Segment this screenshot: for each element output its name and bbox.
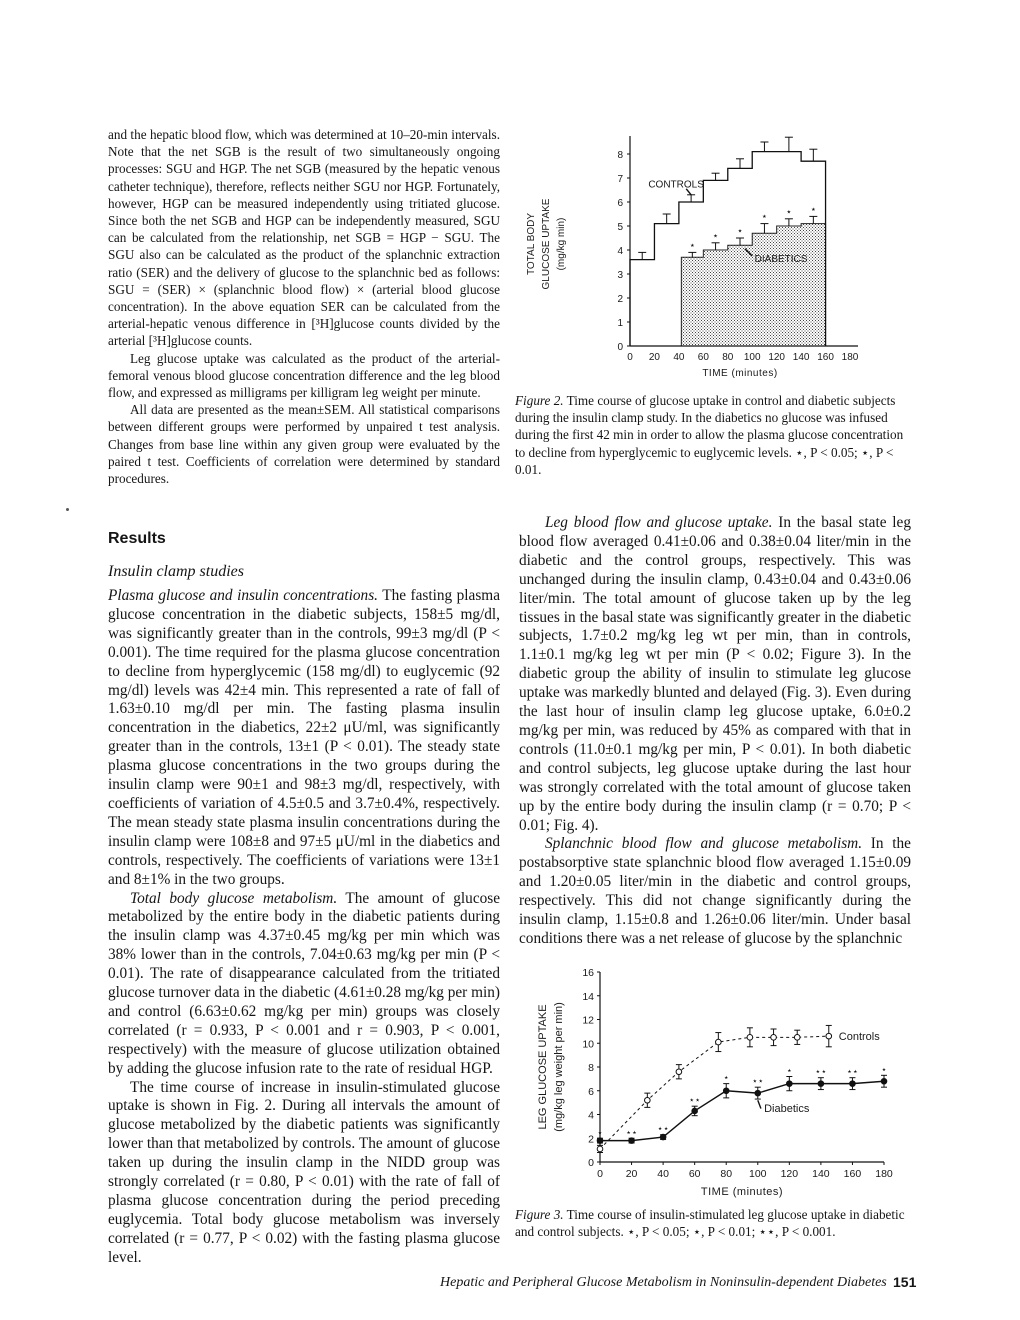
y-tick-label: 10 [582,1038,594,1051]
total-body-text: The amount of glucose metabolized by the entire body in the diabetic patients during the insulin clamp was 4.37±0.45 mg/kg per min which was 38% lower than in the controls, 7.04±0.63 mg/kg per min (P < 0.01). The rate of disappearance calculated from the tritiated glucose turnover data in the diabetic (4.61±0.28 mg/kg per min) and control (6.63±0.62 mg/kg per min) groups was closely correlated (r = 0.933, P < 0.001 and r = 0.903, P < 0.001, respectively) with the measure of glucose utilization obtained by adding the glucose infusion rate to the rate of residual HGP. [108,889,500,1077]
splanchnic-paragraph [519,835,911,948]
significance-star: ⋆ [761,211,768,223]
controls-point [747,1035,753,1041]
y-tick-label: 6 [588,1085,594,1098]
y-tick-label: 8 [588,1062,594,1074]
time-course-paragraph: The time course of increase in insulin-stimulated glucose uptake is shown in Fig. 2. During all intervals the amount of glucose metabolized by the diabetic patients was significantly lower than that metabolized by controls. The amount of glucose taken up during the insulin clamp in the NIDD group was strongly correlated (r = 0.80, P < 0.01) with the rate of fall of plasma glucose concentration during the period preceding euglycemia. Total body glucose metabolism was inversely correlated (r = 0.77, P < 0.02) with the fasting plasma glucose level. [108,1078,500,1266]
figure-2-caption-text: Time course of glucose uptake in control and diabetic subjects during the insulin clamp study. In the diabetics no glucose was infused during the first 42 min in order to allow the plasma glucose concentration to decline from hyperglycemic to euglycemic levels. ⋆, P < 0.05; ⋆, P < 0.01. [515,393,904,477]
results-right-column [519,514,911,949]
plasma-heading: Plasma glucose and insulin concentrations. [108,587,378,604]
margin-dot [66,508,69,511]
methods-paragraph: and the hepatic blood flow, which was determined at 10–20-min intervals. Note that the net SGB is the result of two simultaneously ongoing processes: SGU and HGP. The net SGB (measured by the hepatic venous catheter technique), therefore, reflects neither SGU nor HGP. Fortunately, however, HGP can be measured independently using tritiated glucose. Since both the net SGB and HGP can be independently measured, SGU can be calculated from the relationship, net SGB = HGP − SGU. The SGU also can be calculated as the product of the splanchnic extraction ratio (SER) and the delivery of glucose to the splanchnic bed as follows: SGU = (SER) × (splanchnic blood flow) × (arterial blood glucose concentration). In the above equation SER can be calculated from the arterial-hepatic venous difference in [³H]glucose counts divided by the arterial [³H]glucose counts. [108,127,500,349]
y-tick-label: 1 [617,318,623,329]
significance-star: ⋆ [597,1127,603,1139]
y-tick-label: 14 [582,990,594,1003]
plasma-paragraph [108,587,500,890]
diabetics-point [818,1081,824,1087]
significance-star: ⋆ [786,1065,793,1077]
diabetics-point [597,1138,603,1144]
results-heading: Results [108,530,166,547]
results-left-column [108,587,500,1268]
y-axis-label: (mg/kg min) [556,217,567,271]
y-tick-label: 0 [617,342,623,353]
controls-point [771,1035,777,1041]
diabetics-point [850,1081,856,1087]
x-tick-label: 180 [841,352,859,363]
significance-star: ⋆⋆ [846,1066,859,1078]
x-tick-label: 180 [875,1168,893,1180]
figure-3-caption-text: Time course of insulin-stimulated leg glucose uptake in diabetic and control subjects. ⋆, P < 0.05; ⋆, P < 0.01; ⋆⋆, P < 0.001. [515,1207,905,1240]
y-tick-label: 16 [582,967,594,979]
x-tick-label: 120 [768,352,786,363]
x-axis-label: TIME (minutes) [700,1186,784,1198]
significance-star: ⋆⋆ [751,1076,764,1088]
methods-paragraph: Leg glucose uptake was calculated as the product of the arterial-femoral venous blood glucose concentration difference and the leg blood flow, and expressed as milligrams per killigram leg weight per minute. [108,350,500,401]
diabetics-label: Diabetics [764,1103,810,1116]
controls-label: CONTROLS [648,179,704,191]
significance-star: ⋆ [785,206,793,218]
y-axis-label: (mg/kg leg weight per min) [553,1002,565,1132]
y-tick-label: 2 [588,1133,594,1146]
total-body-paragraph [108,890,500,1079]
diabetics-point [660,1134,666,1140]
y-tick-label: 8 [617,150,623,161]
controls-point [794,1035,800,1041]
x-tick-label: 140 [812,1168,830,1180]
figure-3-chart [512,960,912,1206]
diabetics-point [629,1138,635,1144]
figure-3-svg [512,960,912,1206]
x-tick-label: 160 [817,352,834,363]
methods-paragraph: All data are presented as the mean±SEM. All statistical comparisons between different groups were performed by unpaired t test analysis. Changes from base line within any given group were evaluated by the paired t test. Coefficients of correlation were determined by standard procedures. [108,402,500,487]
splanchnic-text: In the postabsorptive state splanchnic blood flow averaged 1.15±0.09 and 1.20±0.05 liter/min in the diabetic and control groups, respectively. This did not change significantly during the insulin clamp, 1.15±0.8 and 1.26±0.06 liter/min. Under basal conditions there was a net release of glucose by the splanchnic [519,835,911,947]
splanchnic-heading: Splanchnic blood flow and glucose metabolism. [545,835,863,853]
controls-point [597,1146,603,1152]
insulin-clamp-heading: Insulin clamp studies [108,563,244,580]
figure-3-caption [515,1206,915,1240]
x-tick-label: 140 [792,352,810,363]
figure-2-caption [515,392,915,478]
x-tick-label: 160 [843,1168,862,1180]
significance-star: ⋆⋆ [657,1123,670,1135]
significance-star: ⋆ [810,204,817,216]
diabetics-point [755,1090,761,1096]
controls-label: Controls [838,1031,880,1044]
y-tick-label: 4 [588,1109,594,1122]
x-tick-label: 20 [625,1168,638,1180]
significance-star: ⋆ [723,1072,730,1084]
x-tick-label: 60 [697,352,709,363]
methods-continuation [108,126,500,487]
diabetics-label-pointer [758,1100,761,1108]
y-tick-label: 2 [617,294,623,305]
x-tick-label: 80 [720,1168,733,1180]
y-tick-label: 12 [582,1014,594,1027]
x-tick-label: 80 [722,352,734,363]
controls-point [645,1097,651,1103]
plasma-text: The fasting plasma glucose concentration in the diabetic subjects, 158±5 mg/dl, was significantly greater than in the controls, 99±3 mg/dl (P < 0.001). The time required for the plasma glucose concentration to decline from hyperglycemic (158 mg/dl) to euglycemic (92 mg/dl) levels was 42±4 min. This represented a rate of fall of 1.63±0.10 mg/dl per min. The fasting plasma insulin concentration in the diabetics, 22±2 μU/ml, was significantly greater than in the controls, 13±1 (P < 0.01). The steady state plasma glucose concentrations in the two groups during the insulin clamp were 90±1 and 98±3 mg/dl, respectively, with coefficients of variation of 4.5±0.5 and 3.7±0.4%, respectively. The mean steady state plasma insulin concentrations during the insulin clamp were 108±8 and 97±5 μU/ml in the diabetics and controls, respectively. The coefficients of variations were 13±1 and 8±1% in the two groups. [108,587,500,888]
x-tick-label: 100 [743,352,761,363]
y-tick-label: 0 [588,1157,594,1169]
figure-2-chart [512,122,912,390]
running-footer: Hepatic and Peripheral Glucose Metabolism in Noninsulin-dependent Diabetes [440,1275,887,1290]
significance-star: ⋆ [689,240,696,252]
y-axis-label: GLUCOSE UPTAKE [541,198,552,290]
diabetics-line [600,1081,884,1140]
x-tick-label: 0 [597,1168,603,1180]
diabetics-point [723,1088,729,1094]
x-tick-label: 120 [780,1168,799,1180]
page-number: 151 [893,1274,917,1290]
diabetics-point [881,1078,887,1084]
diabetics-step-area [681,224,825,346]
controls-point [676,1069,682,1075]
diabetics-label: DIABETICS [754,254,808,265]
diabetics-point [692,1108,698,1114]
y-tick-label: 5 [617,222,623,233]
x-tick-label: 40 [657,1168,669,1180]
significance-star: ⋆ [881,1064,887,1076]
leg-heading: Leg blood flow and glucose uptake. [545,514,773,531]
significance-star: ⋆⋆ [625,1127,638,1139]
figure-2-svg [512,122,912,390]
x-tick-label: 40 [673,352,685,363]
leg-paragraph [519,514,911,835]
x-axis-label: TIME (minutes) [702,368,778,379]
significance-star: ⋆⋆ [688,1095,701,1107]
y-tick-label: 7 [617,174,623,185]
y-tick-label: 3 [617,270,623,281]
total-body-heading: Total body glucose metabolism. [130,889,338,907]
significance-star: ⋆ [736,226,744,237]
significance-star: ⋆ [712,230,719,242]
x-tick-label: 60 [688,1168,701,1180]
x-tick-label: 0 [627,352,633,363]
x-tick-label: 20 [648,352,661,363]
leg-text: In the basal state leg blood flow averaged 0.41±0.06 and 0.38±0.04 liter/min in the diabetic and the control groups, respectively. This was unchanged during the insulin clamp, 0.43±0.04 and 0.43±0.06 liter/min. The total amount of glucose taken up by the leg tissues in the basal state was significantly greater in the diabetic subjects, 1.7±0.2 mg/kg leg wt per min, than in controls, 1.1±0.1 mg/kg leg wt per min (P < 0.02; Figure 3). In the diabetic group the ability of insulin to stimulate leg glucose uptake was markedly blunted and delayed (Fig. 3). Even during the last hour of insulin clamp leg glucose uptake, 6.0±0.2 mg/kg per min, was reduced by 45% as compared with that in controls (11.0±0.1 mg/kg per min, P < 0.01). In both diabetic and control subjects, leg glucose uptake during the last hour was strongly correlated with the total amount of glucose taken up by the entire body during the insulin clamp (r = 0.70; P < 0.01; Fig. 4). [519,514,911,834]
y-tick-label: 4 [617,246,623,257]
controls-point [716,1039,722,1045]
controls-point [826,1033,832,1039]
y-axis-label: TOTAL BODY [526,212,537,276]
figure-2-label: Figure 2. [515,393,564,408]
y-tick-label: 6 [617,198,623,209]
figure-3-label: Figure 3. [515,1207,564,1222]
significance-star: ⋆⋆ [814,1066,827,1078]
y-axis-label: LEG GLUCOSE UPTAKE [537,1004,549,1130]
x-tick-label: 100 [749,1168,767,1180]
diabetics-point [787,1081,793,1087]
